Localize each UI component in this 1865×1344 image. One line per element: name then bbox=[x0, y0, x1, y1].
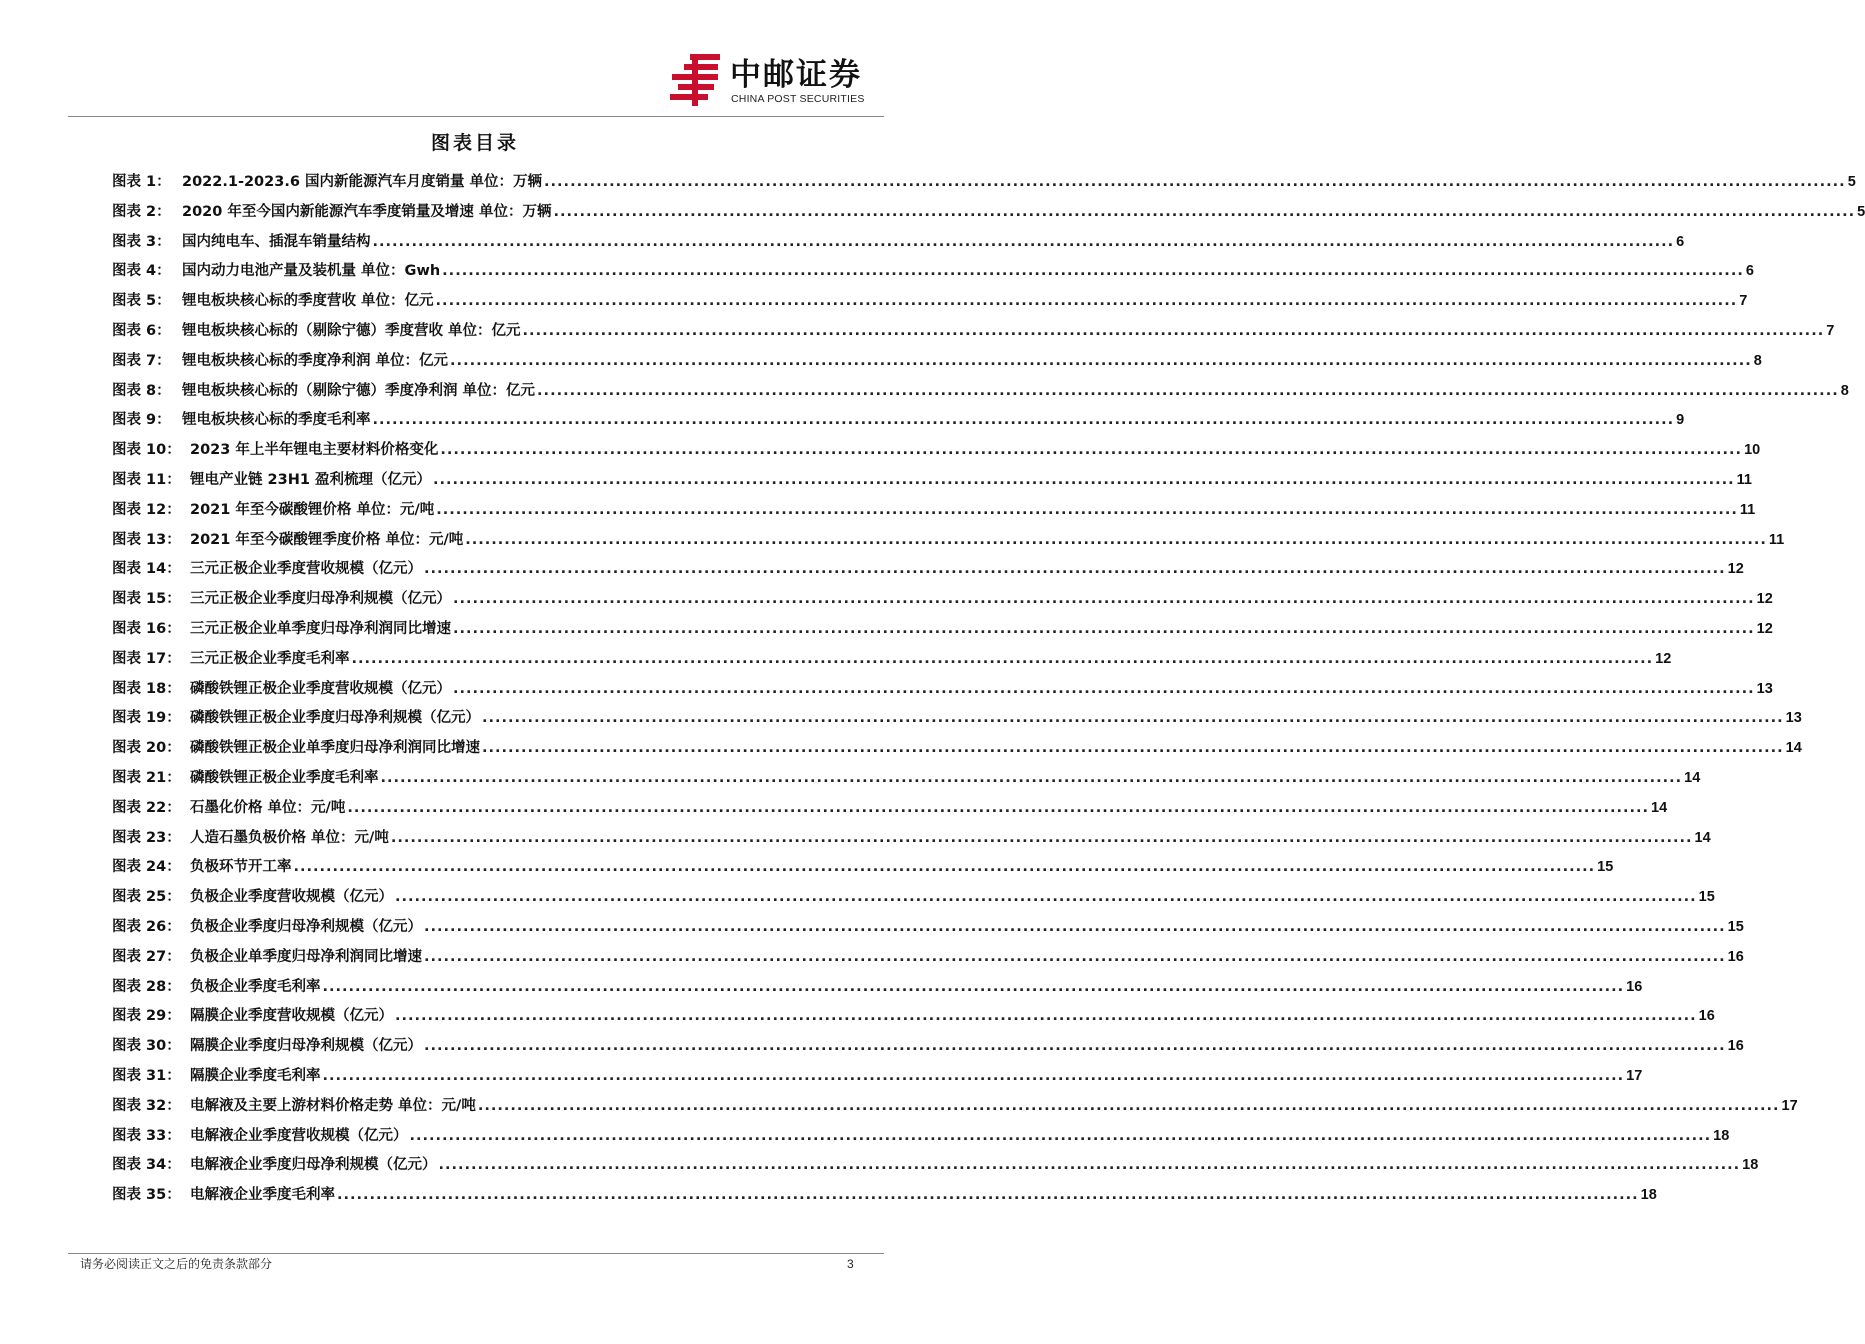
toc-dot-leader: ........................................................................................................................................................................................................ bbox=[522, 322, 1825, 339]
toc-dot-leader: ........................................................................................................................................................................................................ bbox=[465, 531, 1767, 548]
toc-dot-leader: ........................................................................................................................................................................................................ bbox=[442, 263, 1744, 280]
toc-entry[interactable] bbox=[112, 585, 1773, 615]
toc-entry-title: 2020 年至今国内新能源汽车季度销量及增速 单位：万辆 bbox=[182, 203, 552, 220]
toc-dot-leader: ........................................................................................................................................................................................................ bbox=[537, 382, 1839, 399]
toc-entry-page: 7 bbox=[1826, 322, 1835, 339]
toc-entry[interactable] bbox=[112, 198, 1865, 228]
toc-entry-title: 电解液企业季度归母净利规模（亿元） bbox=[190, 1157, 437, 1174]
toc-entry-label: 图表 5： bbox=[112, 293, 171, 310]
toc-entry-label: 图表 14： bbox=[112, 561, 181, 578]
toc-dot-leader: ........................................................................................................................................................................................................ bbox=[372, 233, 1675, 250]
toc-entry-label: 图表 13： bbox=[112, 531, 181, 548]
toc-entry[interactable] bbox=[112, 615, 1773, 645]
toc-entry-page: 12 bbox=[1756, 620, 1773, 637]
toc-entry[interactable] bbox=[112, 257, 1754, 287]
toc-entry[interactable] bbox=[112, 704, 1802, 734]
toc-entry-label: 图表 22： bbox=[112, 799, 181, 816]
toc-entry-label: 图表 20： bbox=[112, 740, 181, 757]
toc-dot-leader: ........................................................................................................................................................................................................ bbox=[482, 710, 1784, 727]
toc-entry-label: 图表 10： bbox=[112, 442, 181, 459]
toc-entry-label: 图表 9： bbox=[112, 412, 171, 429]
toc-entry[interactable] bbox=[112, 764, 1701, 794]
toc-entry-title: 锂电板块核心标的季度毛利率 bbox=[182, 412, 371, 429]
toc-entry-title: 2021 年至今碳酸锂价格 单位：元/吨 bbox=[190, 501, 435, 518]
toc-dot-leader: ........................................................................................................................................................................................................ bbox=[322, 978, 1625, 995]
toc-entry-page: 14 bbox=[1651, 799, 1668, 816]
brand-name-en: CHINA POST SECURITIES bbox=[731, 93, 865, 105]
brand-name-cn: 中邮证券 bbox=[730, 57, 862, 93]
toc-entry-label: 图表 3： bbox=[112, 233, 171, 250]
toc-entry[interactable] bbox=[112, 496, 1756, 526]
page-title: 图表目录 bbox=[430, 132, 519, 154]
toc-entry-label: 图表 12： bbox=[112, 501, 181, 518]
toc-entry-label: 图表 4： bbox=[112, 263, 171, 280]
toc-entry-title: 三元正极企业季度营收规模（亿元） bbox=[190, 561, 422, 578]
toc-entry[interactable] bbox=[112, 317, 1835, 347]
toc-entry-title: 负极企业季度归母净利规模（亿元） bbox=[190, 918, 422, 935]
toc-dot-leader: ........................................................................................................................................................................................................ bbox=[337, 1187, 1639, 1204]
toc-entry[interactable] bbox=[112, 1181, 1657, 1211]
toc-entry-page: 7 bbox=[1739, 293, 1748, 310]
toc-entry-page: 16 bbox=[1698, 1008, 1715, 1025]
toc-dot-leader: ........................................................................................................................................................................................................ bbox=[482, 740, 1784, 757]
toc-entry[interactable] bbox=[112, 287, 1748, 317]
toc-dot-leader: ........................................................................................................................................................................................................ bbox=[436, 501, 1738, 518]
toc-dot-leader: ........................................................................................................................................................................................................ bbox=[424, 948, 1726, 965]
toc-entry-title: 磷酸铁锂正极企业季度归母净利规模（亿元） bbox=[190, 710, 480, 727]
toc-entry-label: 图表 34： bbox=[112, 1157, 181, 1174]
toc-entry-page: 15 bbox=[1597, 859, 1614, 876]
toc-entry-page: 11 bbox=[1736, 471, 1753, 488]
toc-entry-label: 图表 11： bbox=[112, 471, 181, 488]
toc-entry[interactable] bbox=[112, 794, 1668, 824]
toc-entry-page: 9 bbox=[1676, 412, 1685, 429]
toc-dot-leader: ........................................................................................................................................................................................................ bbox=[433, 471, 1735, 488]
footer-page-number: 3 bbox=[847, 1257, 854, 1271]
toc-entry-page: 14 bbox=[1684, 769, 1701, 786]
toc-entry-page: 8 bbox=[1753, 352, 1762, 369]
toc-dot-leader: ........................................................................................................................................................................................................ bbox=[380, 769, 1683, 786]
toc-dot-leader: ........................................................................................................................................................................................................ bbox=[435, 293, 1738, 310]
toc-entry-title: 负极企业季度毛利率 bbox=[190, 978, 321, 995]
toc-entry-label: 图表 32： bbox=[112, 1097, 181, 1114]
toc-dot-leader: ........................................................................................................................................................................................................ bbox=[424, 918, 1726, 935]
toc-entry-title: 人造石墨负极价格 单位：元/吨 bbox=[190, 829, 389, 846]
toc-entry-title: 锂电板块核心标的（剔除宁德）季度净利润 单位：亿元 bbox=[182, 382, 536, 399]
toc-entry-page: 10 bbox=[1744, 442, 1761, 459]
toc-entry[interactable] bbox=[112, 1032, 1744, 1062]
toc-entry-page: 16 bbox=[1626, 978, 1643, 995]
toc-entry-page: 18 bbox=[1742, 1157, 1759, 1174]
toc-entry[interactable] bbox=[112, 645, 1672, 675]
toc-entry-title: 三元正极企业单季度归母净利润同比增速 bbox=[190, 620, 451, 637]
toc-entry[interactable] bbox=[112, 853, 1614, 883]
toc-entry[interactable] bbox=[112, 1122, 1730, 1152]
toc-entry-title: 磷酸铁锂正极企业季度毛利率 bbox=[190, 769, 379, 786]
toc-dot-leader: ........................................................................................................................................................................................................ bbox=[424, 561, 1726, 578]
toc-entry[interactable] bbox=[112, 913, 1744, 943]
toc-entry-page: 15 bbox=[1727, 918, 1744, 935]
toc-entry-title: 负极企业季度营收规模（亿元） bbox=[190, 889, 393, 906]
toc-entry-title: 锂电板块核心标的季度净利润 单位：亿元 bbox=[182, 352, 449, 369]
toc-entry[interactable] bbox=[112, 1002, 1715, 1032]
toc-entry[interactable] bbox=[112, 943, 1744, 973]
toc-dot-leader: ........................................................................................................................................................................................................ bbox=[438, 1157, 1741, 1174]
toc-entry[interactable] bbox=[112, 466, 1753, 496]
toc-entry-title: 锂电产业链 23H1 盈利梳理（亿元） bbox=[190, 471, 431, 488]
toc-entry-label: 图表 18： bbox=[112, 680, 181, 697]
toc-entry-label: 图表 25： bbox=[112, 889, 181, 906]
toc-entry-title: 磷酸铁锂正极企业单季度归母净利润同比增速 bbox=[190, 740, 480, 757]
toc-entry[interactable] bbox=[112, 1092, 1798, 1122]
toc-entry-label: 图表 21： bbox=[112, 769, 181, 786]
toc-entry-label: 图表 28： bbox=[112, 978, 181, 995]
toc-entry[interactable] bbox=[112, 526, 1785, 556]
toc-entry-title: 三元正极企业季度归母净利规模（亿元） bbox=[190, 591, 451, 608]
toc-entry[interactable] bbox=[112, 1151, 1759, 1181]
toc-entry-page: 16 bbox=[1727, 948, 1744, 965]
toc-dot-leader: ........................................................................................................................................................................................................ bbox=[424, 1038, 1726, 1055]
toc-entry-page: 15 bbox=[1698, 889, 1715, 906]
toc-dot-leader: ........................................................................................................................................................................................................ bbox=[347, 799, 1650, 816]
toc-entry-title: 2021 年至今碳酸锂季度价格 单位：元/吨 bbox=[190, 531, 464, 548]
toc-entry-label: 图表 2： bbox=[112, 203, 171, 220]
toc-entry-page: 17 bbox=[1781, 1097, 1798, 1114]
toc-entry-label: 图表 17： bbox=[112, 650, 181, 667]
toc-entry-label: 图表 26： bbox=[112, 918, 181, 935]
header-logo bbox=[668, 52, 878, 110]
toc-dot-leader: ........................................................................................................................................................................................................ bbox=[440, 442, 1743, 459]
toc-entry-title: 磷酸铁锂正极企业季度营收规模（亿元） bbox=[190, 680, 451, 697]
toc-entry-label: 图表 23： bbox=[112, 829, 181, 846]
toc-list bbox=[112, 168, 1865, 1211]
toc-entry-label: 图表 24： bbox=[112, 859, 181, 876]
toc-entry-page: 18 bbox=[1713, 1127, 1730, 1144]
toc-dot-leader: ........................................................................................................................................................................................................ bbox=[351, 650, 1654, 667]
toc-dot-leader: ........................................................................................................................................................................................................ bbox=[450, 352, 1752, 369]
toc-entry-label: 图表 8： bbox=[112, 382, 171, 399]
toc-entry-label: 图表 35： bbox=[112, 1187, 181, 1204]
header-divider bbox=[68, 116, 884, 117]
toc-entry-label: 图表 7： bbox=[112, 352, 171, 369]
toc-entry-title: 负极环节开工率 bbox=[190, 859, 292, 876]
toc-entry[interactable] bbox=[112, 377, 1849, 407]
toc-entry-page: 8 bbox=[1840, 382, 1849, 399]
toc-entry-page: 6 bbox=[1745, 263, 1754, 280]
toc-entry-label: 图表 27： bbox=[112, 948, 181, 965]
toc-entry-label: 图表 15： bbox=[112, 591, 181, 608]
toc-entry-title: 电解液企业季度营收规模（亿元） bbox=[190, 1127, 408, 1144]
toc-entry-label: 图表 19： bbox=[112, 710, 181, 727]
toc-entry-title: 电解液企业季度毛利率 bbox=[190, 1187, 335, 1204]
toc-entry-label: 图表 1： bbox=[112, 174, 171, 190]
toc-dot-leader: ........................................................................................................................................................................................................ bbox=[409, 1127, 1712, 1144]
toc-entry-page: 16 bbox=[1727, 1038, 1744, 1055]
toc-entry-label: 图表 6： bbox=[112, 322, 171, 339]
toc-entry[interactable] bbox=[112, 436, 1761, 466]
toc-dot-leader: ........................................................................................................................................................................................................ bbox=[390, 829, 1693, 846]
toc-entry[interactable] bbox=[112, 406, 1685, 436]
toc-entry[interactable] bbox=[112, 555, 1744, 585]
toc-entry-label: 图表 16： bbox=[112, 620, 181, 637]
toc-entry-title: 国内动力电池产量及装机量 单位：Gwh bbox=[182, 263, 441, 280]
toc-entry-label: 图表 33： bbox=[112, 1127, 181, 1144]
toc-dot-leader: ........................................................................................................................................................................................................ bbox=[453, 591, 1755, 608]
toc-entry-title: 隔膜企业季度毛利率 bbox=[190, 1067, 321, 1084]
toc-entry-page: 17 bbox=[1626, 1067, 1643, 1084]
toc-entry-title: 2023 年上半年锂电主要材料价格变化 bbox=[190, 442, 439, 459]
toc-entry-title: 隔膜企业季度营收规模（亿元） bbox=[190, 1008, 393, 1025]
toc-entry[interactable] bbox=[112, 734, 1802, 764]
toc-entry-page: 14 bbox=[1785, 740, 1802, 757]
toc-dot-leader: ........................................................................................................................................................................................................ bbox=[453, 680, 1755, 697]
toc-entry[interactable] bbox=[112, 883, 1715, 913]
toc-entry[interactable] bbox=[112, 228, 1685, 258]
toc-entry-title: 负极企业单季度归母净利润同比增速 bbox=[190, 948, 422, 965]
toc-entry-page: 12 bbox=[1727, 561, 1744, 578]
toc-dot-leader: ........................................................................................................................................................................................................ bbox=[395, 889, 1697, 906]
toc-entry-page: 12 bbox=[1756, 591, 1773, 608]
toc-dot-leader: ........................................................................................................................................................................................................ bbox=[553, 203, 1856, 220]
toc-entry-page: 11 bbox=[1768, 531, 1785, 548]
footer-divider bbox=[68, 1253, 884, 1254]
toc-entry-page: 12 bbox=[1655, 650, 1672, 667]
toc-entry-page: 11 bbox=[1739, 501, 1756, 518]
toc-entry-label: 图表 30： bbox=[112, 1038, 181, 1055]
toc-entry-title: 隔膜企业季度归母净利规模（亿元） bbox=[190, 1038, 422, 1055]
toc-entry-page: 14 bbox=[1694, 829, 1711, 846]
toc-entry-label: 图表 29： bbox=[112, 1008, 181, 1025]
toc-dot-leader: ........................................................................................................................................................................................................ bbox=[293, 859, 1596, 876]
china-post-logo-icon bbox=[668, 52, 724, 108]
toc-entry-title: 锂电板块核心标的季度营收 单位：亿元 bbox=[182, 293, 434, 310]
toc-entry-page: 18 bbox=[1640, 1187, 1657, 1204]
toc-entry-label: 图表 31： bbox=[112, 1067, 181, 1084]
toc-entry-title: 三元正极企业季度毛利率 bbox=[190, 650, 350, 667]
footer-disclaimer: 请务必阅读正文之后的免责条款部分 bbox=[80, 1257, 273, 1271]
toc-dot-leader: ........................................................................................................................................................................................................ bbox=[395, 1008, 1697, 1025]
toc-entry-title: 电解液及主要上游材料价格走势 单位：元/吨 bbox=[190, 1097, 476, 1114]
toc-dot-leader: ........................................................................................................................................................................................................ bbox=[477, 1097, 1780, 1114]
toc-dot-leader: ........................................................................................................................................................................................................ bbox=[453, 620, 1755, 637]
toc-entry-page: 5 bbox=[1857, 203, 1865, 220]
toc-entry-title: 2022.1-2023.6 国内新能源汽车月度销量 单位：万辆 bbox=[182, 174, 543, 190]
toc-entry-page: 13 bbox=[1785, 710, 1802, 727]
toc-entry[interactable] bbox=[112, 347, 1762, 377]
toc-entry[interactable] bbox=[112, 1062, 1643, 1092]
toc-entry[interactable] bbox=[112, 168, 1856, 198]
toc-dot-leader: ........................................................................................................................................................................................................ bbox=[322, 1067, 1625, 1084]
toc-entry-page: 5 bbox=[1847, 174, 1856, 190]
toc-entry-title: 锂电板块核心标的（剔除宁德）季度营收 单位：亿元 bbox=[182, 322, 521, 339]
toc-dot-leader: ........................................................................................................................................................................................................ bbox=[372, 412, 1675, 429]
toc-entry-page: 13 bbox=[1756, 680, 1773, 697]
toc-entry[interactable] bbox=[112, 973, 1643, 1003]
toc-entry[interactable] bbox=[112, 675, 1773, 705]
toc-dot-leader: ........................................................................................................................................................................................................ bbox=[544, 174, 1846, 190]
toc-entry-page: 6 bbox=[1676, 233, 1685, 250]
toc-entry[interactable] bbox=[112, 824, 1711, 854]
toc-entry-title: 国内纯电车、插混车销量结构 bbox=[182, 233, 371, 250]
toc-entry-title: 石墨化价格 单位：元/吨 bbox=[190, 799, 346, 816]
